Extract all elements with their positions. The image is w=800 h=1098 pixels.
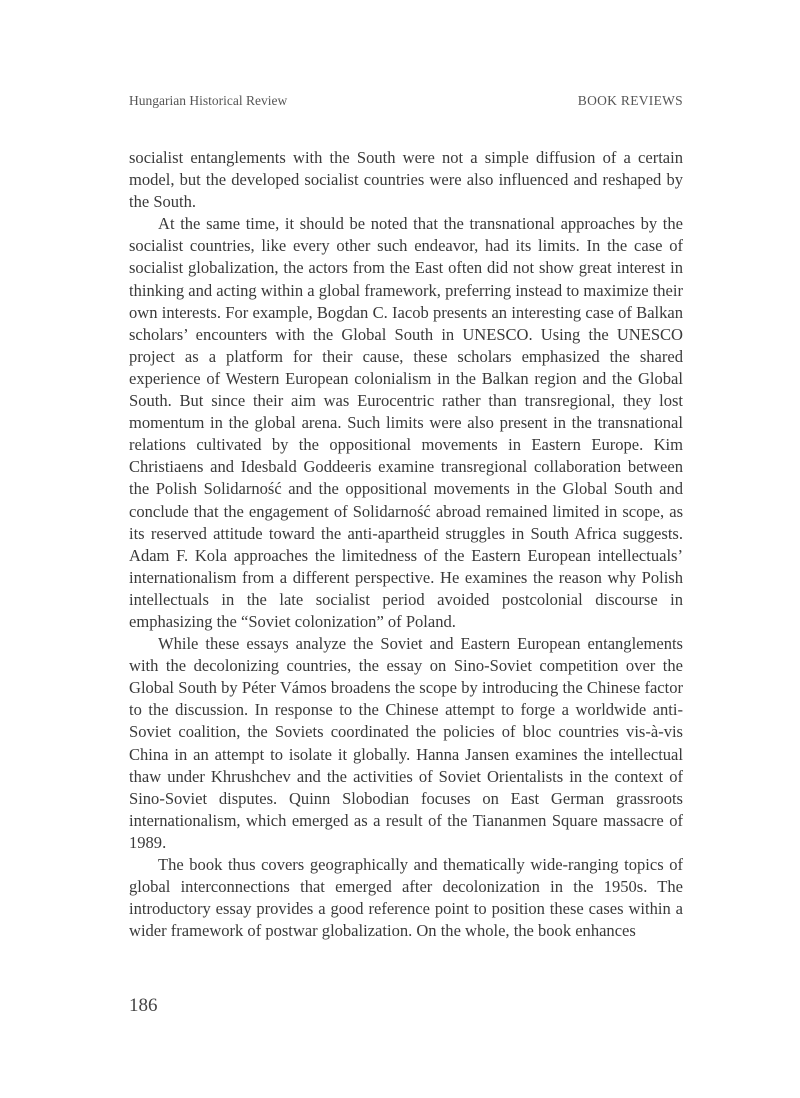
journal-title: Hungarian Historical Review (129, 93, 288, 108)
section-title: BOOK REVIEWS (577, 93, 683, 108)
paragraph: At the same time, it should be noted that the transnational approaches by the socialist countries, like every other such endeavor, had its limits. In the case of socialist globalization, the actors from the East often did not show great interest in thinking and acting within a global framework, preferring instead to maximize their own interests. For example, Bogdan C. Iacob presents an interesting case of Balkan scholars’ encounters with the Global South in UNESCO. Using the UNESCO project as a platform for their cause, these scholars emphasized the shared experience of Western European colonialism in the Balkan region and the Global South. But since their aim was Eurocentric rather than transregional, they lost momentum in the global arena. Such limits were also present in the transnational relations cultivated by the oppositional movements in Eastern Europe. Kim Christiaens and Idesbald Goddeeris examine transregional collaboration between the Polish Solidarność and the oppositional movements in the Global South and conclude that the engagement of Solidarność abroad remained limited in scope, as its reserved attitude toward the anti-apartheid struggles in South Africa suggests. Adam F. Kola approaches the limitedness of the Eastern European intellectuals’ internationalism from a different perspective. He examines the reason why Polish intellectuals in the late socialist period avoided postcolonial discourse in emphasizing the “Soviet colonization” of Poland. (129, 214, 683, 631)
paragraph: The book thus covers geographically and thematically wide-ranging topics of global interconnections that emerged after decolonization in the 1950s. The introductory essay provides a good reference point to position these cases within a wider framework of postwar globalization. On the whole, the book enhances (129, 855, 683, 941)
paragraph: While these essays analyze the Soviet and Eastern European entanglements with the decolonizing countries, the essay on Sino-Soviet competition over the Global South by Péter Vámos broadens the scope by introducing the Chinese factor to the discussion. In response to the Chinese attempt to forge a worldwide anti-Soviet coalition, the Soviets coordinated the policies of bloc countries vis-à-vis China in an attempt to isolate it globally. Hanna Jansen examines the intellectual thaw under Khrushchev and the activities of Soviet Orientalists in the context of Sino-Soviet disputes. Quinn Slobodian focuses on East German grassroots internationalism, which emerged as a result of the Tiananmen Square massacre of 1989. (129, 634, 683, 852)
body-text (129, 147, 683, 942)
page-number: 186 (129, 995, 158, 1016)
running-header (129, 93, 683, 109)
paragraph-continuation: socialist entanglements with the South were not a simple diffusion of a certain model, but the developed socialist countries were also influenced and reshaped by the South. (129, 148, 683, 212)
